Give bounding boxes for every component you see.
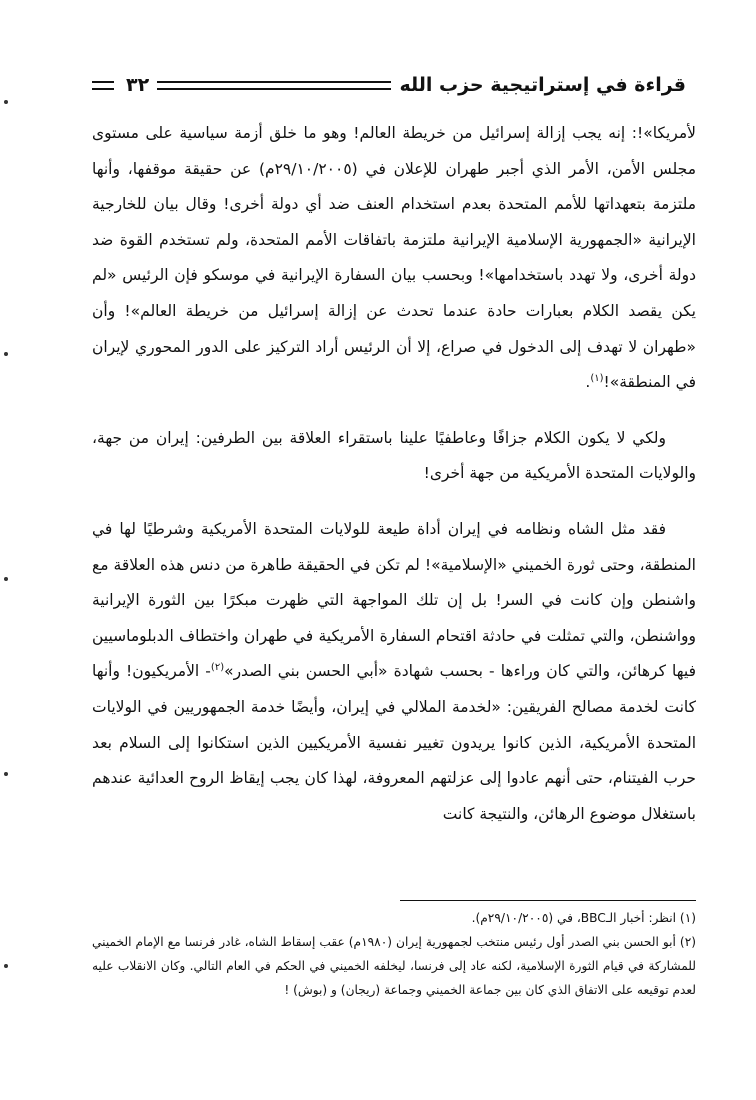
paragraph-3-text: فقد مثل الشاه ونظامه في إيران أداة طيعة للولايات المتحدة الأمريكية وشرطيًا لها في المنطقة، وحتى ثورة الخميني «الإسلامية»! لم تكن في الحقيقة طاهرة من دنس هذه العلاقة مع واشنطن وإن كانت في السر! بل إن تلك المواجهة التي ظهرت مبكرًا بين الثورة الإيرانية وواشنطن، والتي تمثلت في حادثة اقتحام السفارة الأمريكية في طهران واختطاف الدبلوماسيين فيها كرهائن، والتي كان وراءها - بحسب شهادة «أبي الحسن بني الصدر»	[92, 519, 696, 681]
footnote-2: (٢) أبو الحسن بني الصدر أول رئيس منتخب لجمهورية إيران (١٩٨٠م) عقب إسقاط الشاه، غادر فرنسا مع الإمام الخميني للمشاركة في قيام الثورة الإسلامية، لكنه عاد إلى فرنسا، ليخلفه الخميني في الحكم في العام التالي. وكان الانقلاب عليه لعدم توقيعه على الاتفاق الذي كان بين جماعة الخميني وجماعة (ريجان) و (بوش) !	[92, 935, 697, 997]
scan-margin-dot	[4, 352, 8, 356]
footnote-separator	[400, 900, 696, 901]
footnote-ref-2: (٢)	[210, 662, 225, 674]
scan-margin-dot	[4, 772, 8, 776]
paragraph-1-text: لأمريكا»!: إنه يجب إزالة إسرائيل من خريطة العالم! وهو ما خلق أزمة سياسية على مستوى مجلس الأمن، الأمر الذي أجبر طهران للإعلان في (٢٩/١٠/٢٠٠٥م) عن حقيقة موقفها، وأنها ملتزمة بتعهداتها للأمم المتحدة بعدم استخدام العنف ضد أي دولة أخرى! وقال بيان للخارجية الإيرانية «الجمهورية الإسلامية الإيرانية ملتزمة باتفاقات الأمم المتحدة، ولم تستخدم القوة ضد دولة أخرى، ولا تهدد باستخدامها»! وبحسب بيان السفارة الإيرانية في موسكو فإن الرئيس «لم يكن يقصد الكلام بعبارات حادة عندما تحدث عن إزالة إسرائيل من خريطة العالم»! وأن «طهران لا تهدف إلى الدخول في صراع، إلا أن الرئيس أراد التركيز على الدور المحوري لإيران في المنطقة»!	[92, 124, 696, 392]
scan-margin-dot	[4, 964, 8, 968]
header-rule	[157, 81, 391, 90]
book-title: قراءة في إستراتيجية حزب الله	[399, 74, 686, 96]
footnote-ref-1: (١)	[590, 373, 604, 384]
paragraph-2: ولكي لا يكون الكلام جزافًا وعاطفيًا علينا باستقراء العلاقة بين الطرفين: إيران من جهة، والولايات المتحدة الأمريكية من جهة أخرى!	[92, 428, 696, 483]
footnote-1: (١) انظر: أخبار الـBBC، في (٢٩/١٠/٢٠٠٥م).	[471, 911, 696, 925]
page-header	[92, 70, 686, 100]
scan-margin-dot	[4, 577, 8, 581]
footnotes	[92, 906, 696, 1002]
header-dash-mark	[92, 81, 114, 90]
body-text	[92, 116, 696, 832]
scan-margin-dot	[4, 100, 8, 104]
paragraph-3	[92, 512, 696, 832]
page-number: ٣٢	[126, 74, 150, 96]
paragraph-3-continued: - الأمريكيون! وأنها كانت لخدمة مصالح الفريقين: «لخدمة الملالي في إيران، وأيضًا خدمة الجمهوريين في الولايات المتحدة الأمريكية، الذين كانوا يريدون تغيير نفسية الأمريكيين الذين استكانوا إلى السلام بعد حرب الفيتنام، حتى أنهم عادوا إلى عزلتهم المعروفة، لهذا كان يجب إيقاظ الروح العدائية عندهم باستغلال موضوع الرهائن، والنتيجة كانت	[92, 662, 696, 823]
paragraph-1: لأمريكا»!: إنه يجب إزالة إسرائيل من خريطة العالم! وهو ما خلق أزمة سياسية على مستوى مجلس الأمن، الأمر الذي أجبر طهران للإعلان في (٢٩/١٠/٢٠٠٥م) عن حقيقة موقفها، وأنها ملتزمة بتعهداتها للأمم المتحدة بعدم استخدام العنف ضد أي دولة أخرى! وقال بيان للخارجية الإيرانية «الجمهورية الإسلامية الإيرانية ملتزمة باتفاقات الأمم المتحدة، ولم تستخدم القوة ضد دولة أخرى، ولا تهدد باستخدامها»! وبحسب بيان السفارة الإيرانية في موسكو فإن الرئيس «لم يكن يقصد الكلام بعبارات حادة عندما تحدث عن إزالة إسرائيل من خريطة العالم»! وأن «طهران لا تهدف إلى الدخول في صراع، إلا أن الرئيس أراد التركيز على الدور المحوري لإيران في المنطقة»!$^{(١)}$.	[92, 124, 696, 392]
